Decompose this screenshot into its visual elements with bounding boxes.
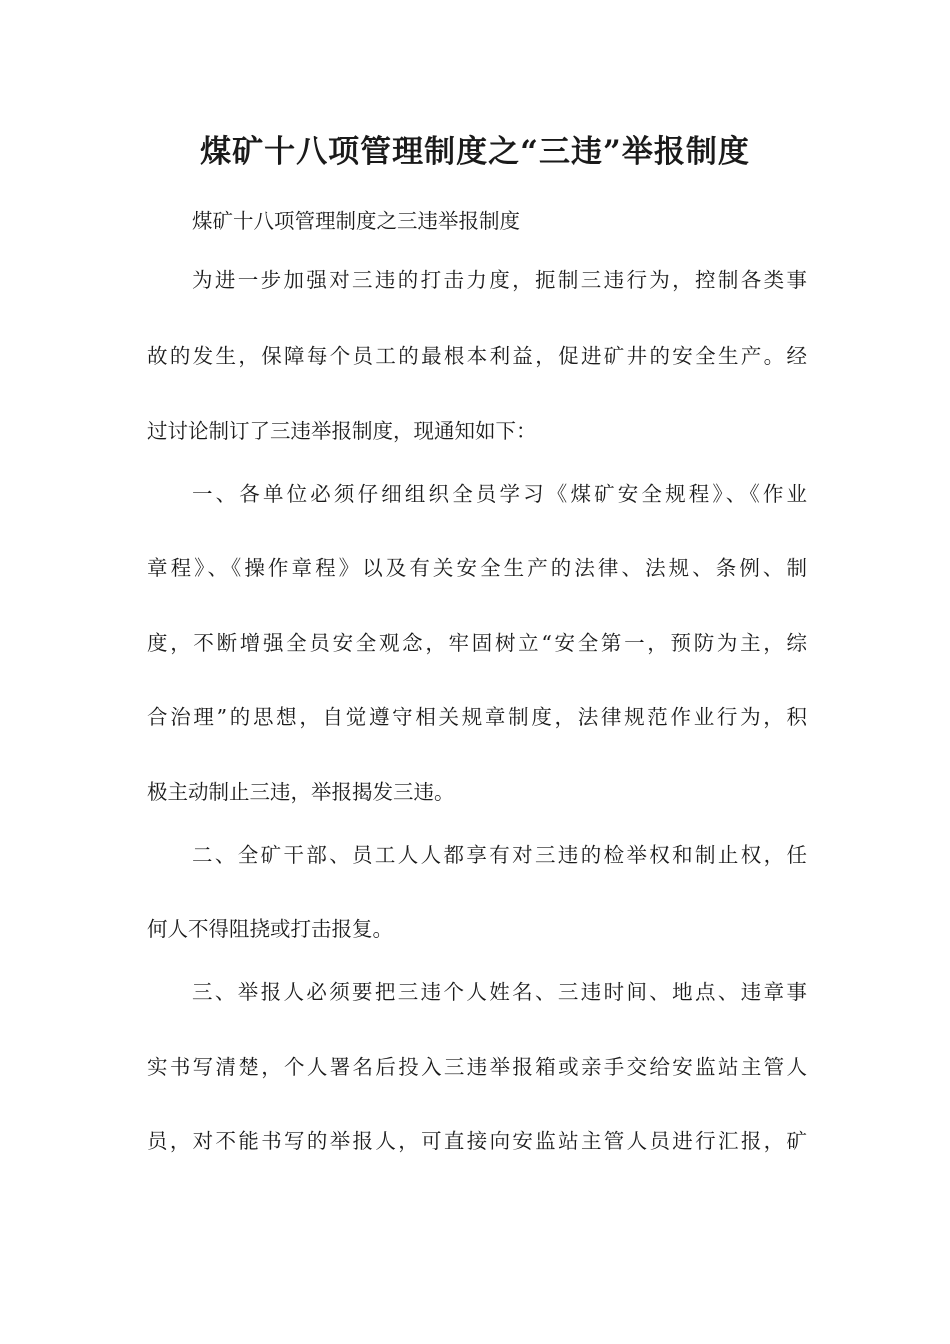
document-title: 煤矿十八项管理制度之“三违”举报制度 — [200, 134, 750, 170]
body-line: 员，对不能书写的举报人，可直接向安监站主管人员进行汇报，矿 — [147, 1129, 807, 1153]
body-line: 合治理”的思想，自觉遵守相关规章制度，法律规范作业行为，积 — [147, 705, 807, 729]
body-line: 何人不得阻挠或打击报复。 — [147, 917, 393, 941]
body-line: 实书写清楚，个人署名后投入三违举报箱或亲手交给安监站主管人 — [147, 1055, 807, 1079]
body-line: 极主动制止三违，举报揭发三违。 — [147, 780, 455, 804]
body-line: 章程》、《操作章程》以及有关安全生产的法律、法规、条例、制 — [147, 556, 807, 580]
body-line: 故的发生，保障每个员工的最根本利益，促进矿井的安全生产。经 — [147, 344, 807, 368]
body-line: 度，不断增强全员安全观念，牢固树立“安全第一，预防为主，综 — [147, 631, 807, 655]
body-line: 三、举报人必须要把三违个人姓名、三违时间、地点、违章事 — [192, 980, 807, 1004]
body-line: 为进一步加强对三违的打击力度，扼制三违行为，控制各类事 — [192, 268, 807, 292]
body-line: 一、各单位必须仔细组织全员学习《煤矿安全规程》、《作业 — [192, 482, 807, 506]
body-line: 过讨论制订了三违举报制度，现通知如下： — [147, 419, 537, 443]
body-line: 煤矿十八项管理制度之三违举报制度 — [192, 209, 520, 233]
body-line: 二、全矿干部、员工人人都享有对三违的检举权和制止权，任 — [192, 843, 807, 867]
